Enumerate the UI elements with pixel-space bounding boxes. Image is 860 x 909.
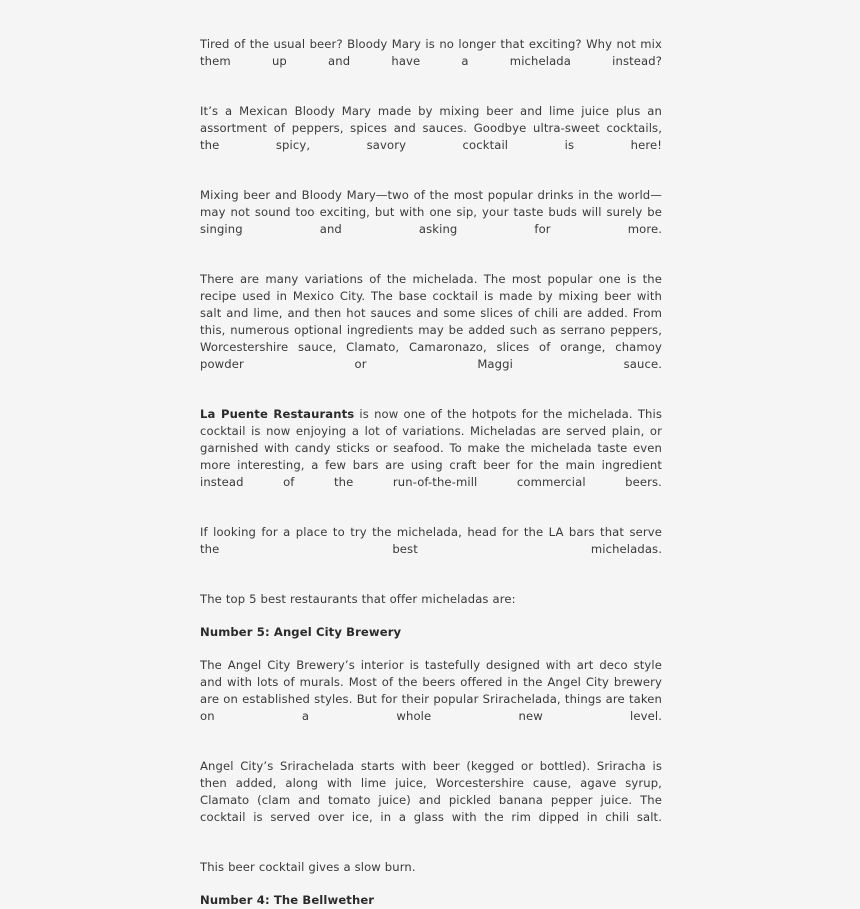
la-puente-restaurants-rest: is now one of the hotpots for the michelada. This cocktail is now enjoying a lot of variations. Micheladas are served plain, or garnished with candy sticks or seafood. To make the michelada taste even more interesting, a few bars are using craft beer for the main ingredient instead of the run-of-the-mill commercial beers.	[200, 407, 662, 489]
heading-number-5: Number 5: Angel City Brewery	[200, 625, 402, 639]
paragraph-angel-city-recipe: Angel City’s Srirachelada starts with beer (kegged or bottled). Sriracha is then added, along with lime juice, Worcestershire cause, agave syrup, Clamato (clam and tomato juice) and pickled banana pepper juice. The cocktail is served over ice, in a glass with the rim dipped in chili salt.	[200, 759, 662, 824]
article-body	[200, 36, 662, 909]
paragraph-list-lead-in: The top 5 best restaurants that offer micheladas are:	[200, 592, 516, 606]
paragraph-la-puente-restaurants	[200, 406, 662, 508]
paragraph-angel-city-interior: The Angel City Brewery’s interior is tastefully designed with art deco style and with lots of murals. Most of the beers offered in the Angel City brewery are on established styles. But for their popular Srirachelada, things are taken on a whole new level.	[200, 658, 662, 723]
paragraph-intro-hook: Tired of the usual beer? Bloody Mary is no longer that exciting? Why not mix them up and have a michelada instead?	[200, 37, 662, 68]
paragraph-la-bars: If looking for a place to try the michelada, head for the LA bars that serve the best micheladas.	[200, 525, 662, 556]
heading-number-4: Number 4: The Bellwether	[200, 893, 375, 907]
paragraph-angel-city-closing: This beer cocktail gives a slow burn.	[200, 860, 416, 874]
paragraph-definition: It’s a Mexican Bloody Mary made by mixing beer and lime juice plus an assortment of peppers, spices and sauces. Goodbye ultra-sweet cocktails, the spicy, savory cocktail is here!	[200, 104, 662, 152]
paragraph-mixing-appeal: Mixing beer and Bloody Mary—two of the most popular drinks in the world—may not sound too exciting, but with one sip, your taste buds will surely be singing and asking for more.	[200, 188, 662, 236]
paragraph-variations: There are many variations of the michelada. The most popular one is the recipe used in Mexico City. The base cocktail is made by mixing beer with salt and lime, and then hot sauces and some slices of chili are added. From this, numerous optional ingredients may be added such as serrano peppers, Worcestershire sauce, Clamato, Camaronazo, slices of orange, chamoy powder or Maggi sauce.	[200, 272, 662, 371]
la-puente-restaurants-bold-lead: La Puente Restaurants	[200, 407, 355, 421]
